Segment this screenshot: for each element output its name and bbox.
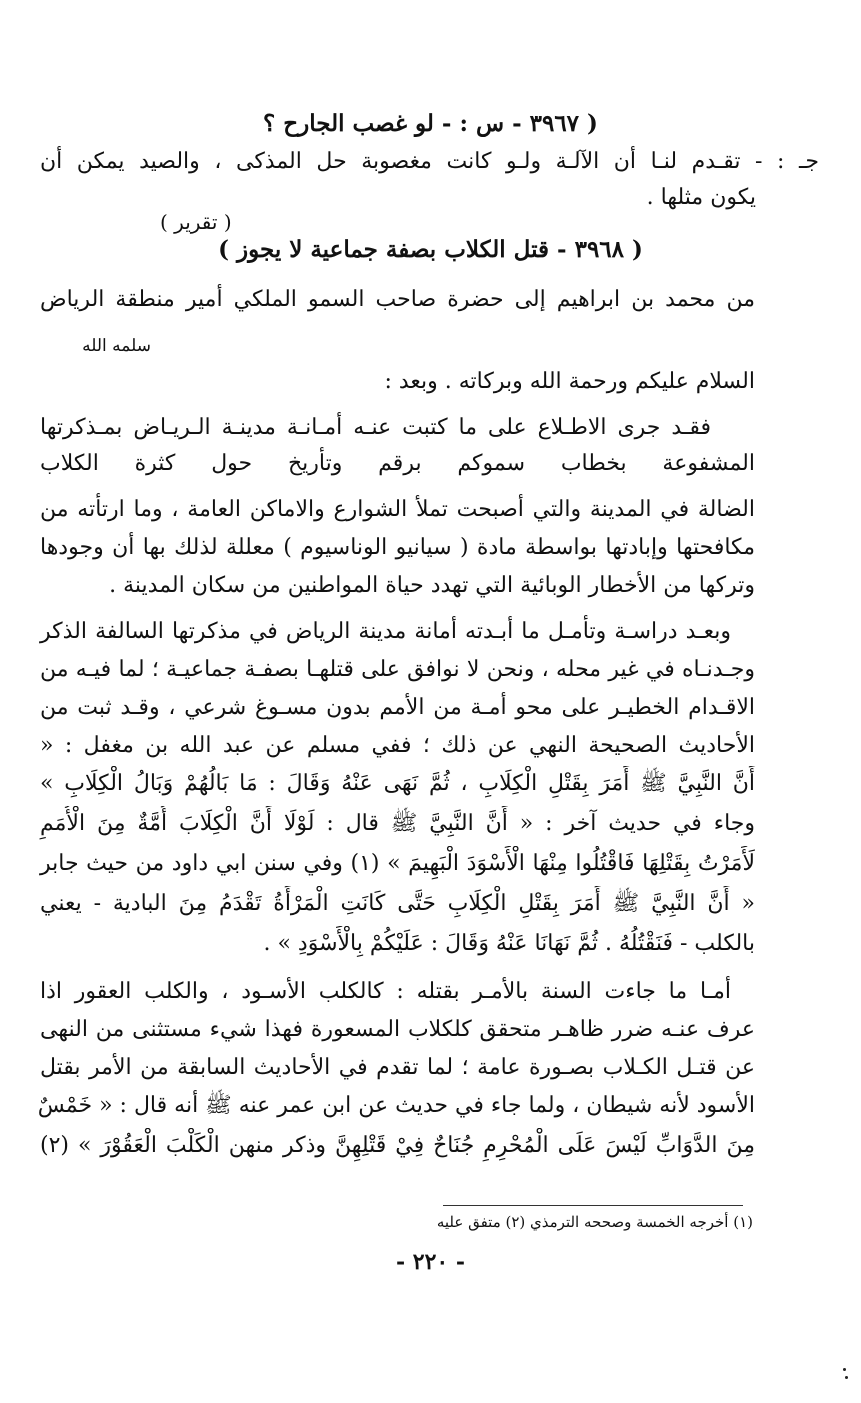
page-number: - ٢٢٠ - [395, 1249, 466, 1275]
section-heading: ( ٣٩٦٨ - قتل الكلاب بصفة جماعية لا يجوز ) [218, 236, 643, 263]
text-line: الأسود لأنه شيطان ، ولما جاء في حديث عن ابن عمر عنه ﷺ أنه قال : « خَمْسٌ [37, 1093, 755, 1118]
hadith-line: أَنَّ النَّبِيَّ ﷺ أَمَرَ بِقَتْلِ الْكِلَابِ ، ثُمَّ نَهَى عَنْهُ وَقَالَ : مَا بَالُهُمْ وَبَالُ الْكِلَابِ » [40, 771, 755, 796]
footnote: (١) أخرجه الخمسة وصححه الترمذي (٢) متفق عليه [436, 1213, 753, 1231]
answer-line: يكون مثلها . [646, 185, 756, 210]
letter-blessing: سلمه الله [82, 336, 151, 356]
text-line: وبعـد دراسـة وتأمـل ما أبـدته أمانة مدينة الرياض في مذكرتها السالفة الذكر [40, 619, 731, 644]
question-heading: ( ٣٩٦٧ - س : - لو غصب الجارح ؟ [263, 110, 598, 137]
hadith-line: « أَنَّ النَّبِيَّ ﷺ أَمَرَ بِقَتْلِ الْكِلَابِ حَتَّى كَانَتِ الْمَرْأَةُ تَقْدَمُ مِنَ البادية - يعني [40, 891, 755, 916]
scan-speck-icon [843, 1368, 849, 1380]
text-line: الضالة في المدينة والتي أصبحت تملأ الشوارع والاماكن العامة ، وما ارتأته من [40, 497, 755, 522]
hadith-line: بالكلب - فَنَقْتُلُهُ . ثُمَّ نَهَانَا عَنْهُ وَقَالَ : عَلَيْكُمْ بِالْأَسْوَدِ » . [263, 931, 755, 956]
letter-from-line: من محمد بن ابراهيم إلى حضرة صاحب السمو الملكي أمير منطقة الرياض [40, 287, 755, 312]
text-line: فقـد جرى الاطـلاع على ما كتبت عنـه أمـانـة مدينـة الـريـاض بمـذكرتها [40, 415, 711, 440]
text-line: عرف عنـه ضرر ظاهـر متحقق كلكلاب المسعورة فهذا شيء مستثنى من النهى [40, 1017, 755, 1042]
footnote-divider [443, 1205, 743, 1206]
text-line: الاقـدام الخطيـر على محو أمـة من الأمم بدون مسـوغ شرعي ، وقـد ثبت من [40, 695, 755, 720]
text-line: الأحاديث الصحيحة النهي عن ذلك ؛ ففي مسلم عن عبد الله بن مغفل : « [40, 733, 755, 758]
text-line: أمـا ما جاءت السنة بالأمـر بقتله : كالكلب الأسـود ، والكلب العقور اذا [40, 979, 731, 1004]
letter-greeting: السلام عليكم ورحمة الله وبركاته . وبعد : [384, 369, 755, 394]
hadith-line: وجاء في حديث آخر : « أَنَّ النَّبِيَّ ﷺ قال : لَوْلَا أَنَّ الْكِلَابَ أُمَّةٌ مِنَ الْأُمَمِ [40, 811, 755, 836]
text-line: وتركها من الأخطار الوبائية التي تهدد حياة المواطنين من سكان المدينة . [109, 573, 755, 598]
hadith-line: مِنَ الدَّوَابِّ لَيْسَ عَلَى الْمُحْرِمِ جُنَاحٌ فِيْ قَتْلِهِنَّ وذكر منهن الْكَلْبَ الْعَقُوْرَ » (٢) [40, 1133, 755, 1158]
report-marker: ( تقرير ) [160, 210, 232, 234]
answer-line: جـ : - تقـدم لنـا أن الآلـة ولـو كانت مغصوبة حل المذكى ، والصيد يمكن أن [40, 149, 819, 174]
text-line: عن قتـل الكـلاب بصـورة عامة ؛ لما تقدم في الأحاديث السابقة من الأمر بقتل [40, 1055, 755, 1080]
text-line: مكافحتها وإبادتها بواسطة مادة ( سيانيو الوناسيوم ) معللة لذلك بها أن وجودها [40, 535, 755, 560]
hadith-line: لَأَمَرْتُ بِقَتْلِهَا فَاقْتُلُوا مِنْهَا الْأَسْوَدَ الْبَهِيمَ » (١) وفي سنن ابي داود من حيث جابر [40, 851, 755, 876]
text-line: وجـدنـاه في غير محله ، ونحن لا نوافق على قتلهـا بصفـة جماعيـة ؛ لما فيـه من [40, 657, 755, 682]
text-line: المشفوعة بخطاب سموكم برقم وتأريخ حول كثرة الكلاب [40, 451, 755, 476]
